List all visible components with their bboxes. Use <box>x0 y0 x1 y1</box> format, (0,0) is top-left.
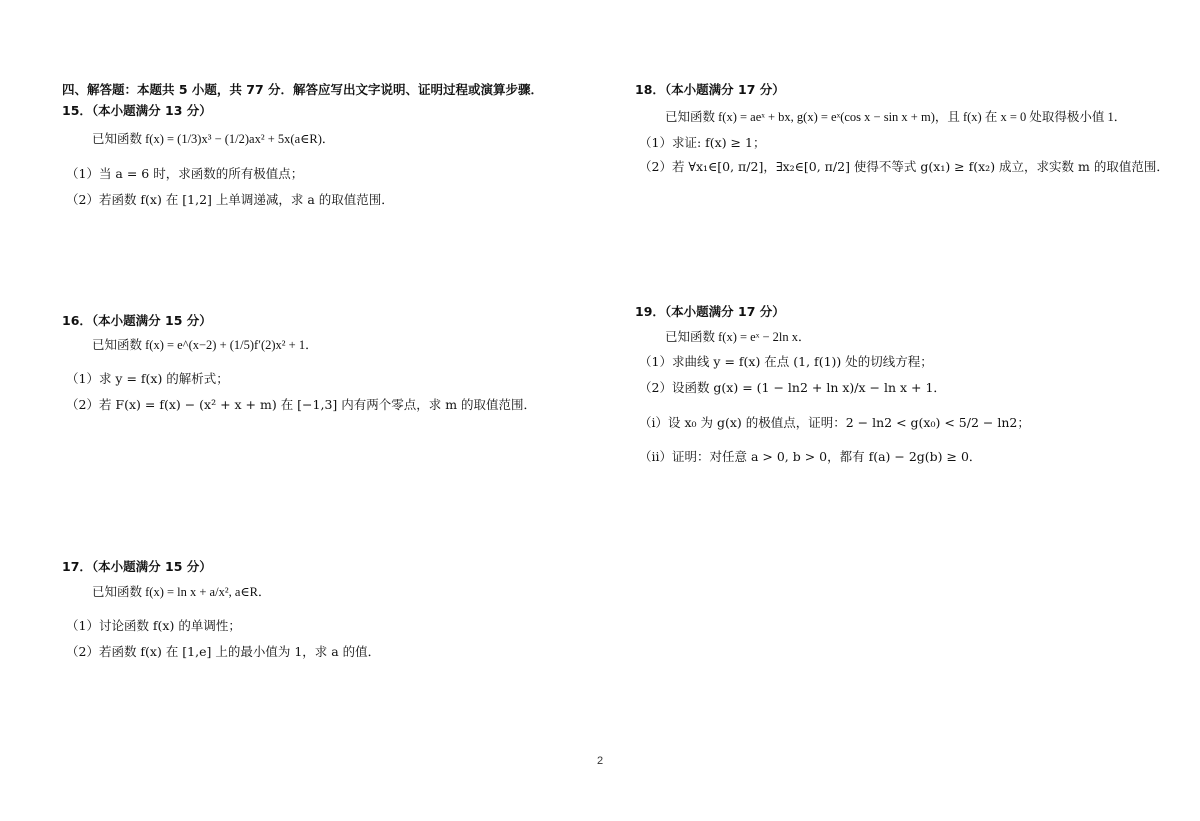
q15-title: 15．（本小题满分 13 分） <box>62 103 212 118</box>
q19-title: 19．（本小题满分 17 分） <box>635 304 785 319</box>
q19-stem: 已知函数 f(x) = eˣ − 2ln x． <box>665 330 811 344</box>
q18-stem: 已知函数 f(x) = aeˣ + bx, g(x) = eˣ(cos x − sin x + m)，且 f(x) 在 x = 0 处取得极小值 1． <box>665 110 1127 124</box>
q15-part1: （1）当 a = 6 时，求函数的所有极值点； <box>66 166 304 181</box>
q18-part2: （2）若 ∀x₁∈[0, π/2]，∃x₂∈[0, π/2] 使得不等式 g(x₁) ≥ f(x₂) 成立，求实数 m 的取值范围． <box>639 159 1169 174</box>
q19-part2-i: （i）设 x₀ 为 g(x) 的极值点，证明：2 − ln2 < g(x₀) < 5/2 − ln2； <box>639 415 1030 430</box>
q16-title: 16．（本小题满分 15 分） <box>62 313 212 328</box>
q19-part2: （2）设函数 g(x) = (1 − ln2 + ln x)/x − ln x + 1． <box>639 380 946 395</box>
q19-part2-ii: （ii）证明：对任意 a > 0, b > 0，都有 f(a) − 2g(b) ≥ 0． <box>639 449 982 464</box>
q17-part2: （2）若函数 f(x) 在 [1,e] 上的最小值为 1，求 a 的值． <box>66 644 381 659</box>
q17-title: 17．（本小题满分 15 分） <box>62 559 212 574</box>
q18-title: 18．（本小题满分 17 分） <box>635 82 785 97</box>
q15-part2: （2）若函数 f(x) 在 [1,2] 上单调递减，求 a 的取值范围． <box>66 192 394 207</box>
section-header: 四、解答题：本题共 5 小题，共 77 分．解答应写出文字说明、证明过程或演算步骤． <box>62 82 544 97</box>
q17-stem: 已知函数 f(x) = ln x + a/x², a∈R． <box>92 585 271 599</box>
page-number: 2 <box>597 755 604 767</box>
q16-stem: 已知函数 f(x) = e^(x−2) + (1/5)f′(2)x² + 1． <box>92 338 318 352</box>
q18-part1: （1）求证: f(x) ≥ 1； <box>639 135 766 150</box>
q19-part1: （1）求曲线 y = f(x) 在点 (1, f(1)) 处的切线方程； <box>639 354 933 369</box>
q15-stem: 已知函数 f(x) = (1/3)x³ − (1/2)ax² + 5x(a∈R)． <box>92 132 335 146</box>
q17-part1: （1）讨论函数 f(x) 的单调性； <box>66 618 241 633</box>
q16-part2: （2）若 F(x) = f(x) − (x² + x + m) 在 [−1,3] 内有两个零点，求 m 的取值范围． <box>66 397 537 412</box>
q16-part1: （1）求 y = f(x) 的解析式； <box>66 371 229 386</box>
